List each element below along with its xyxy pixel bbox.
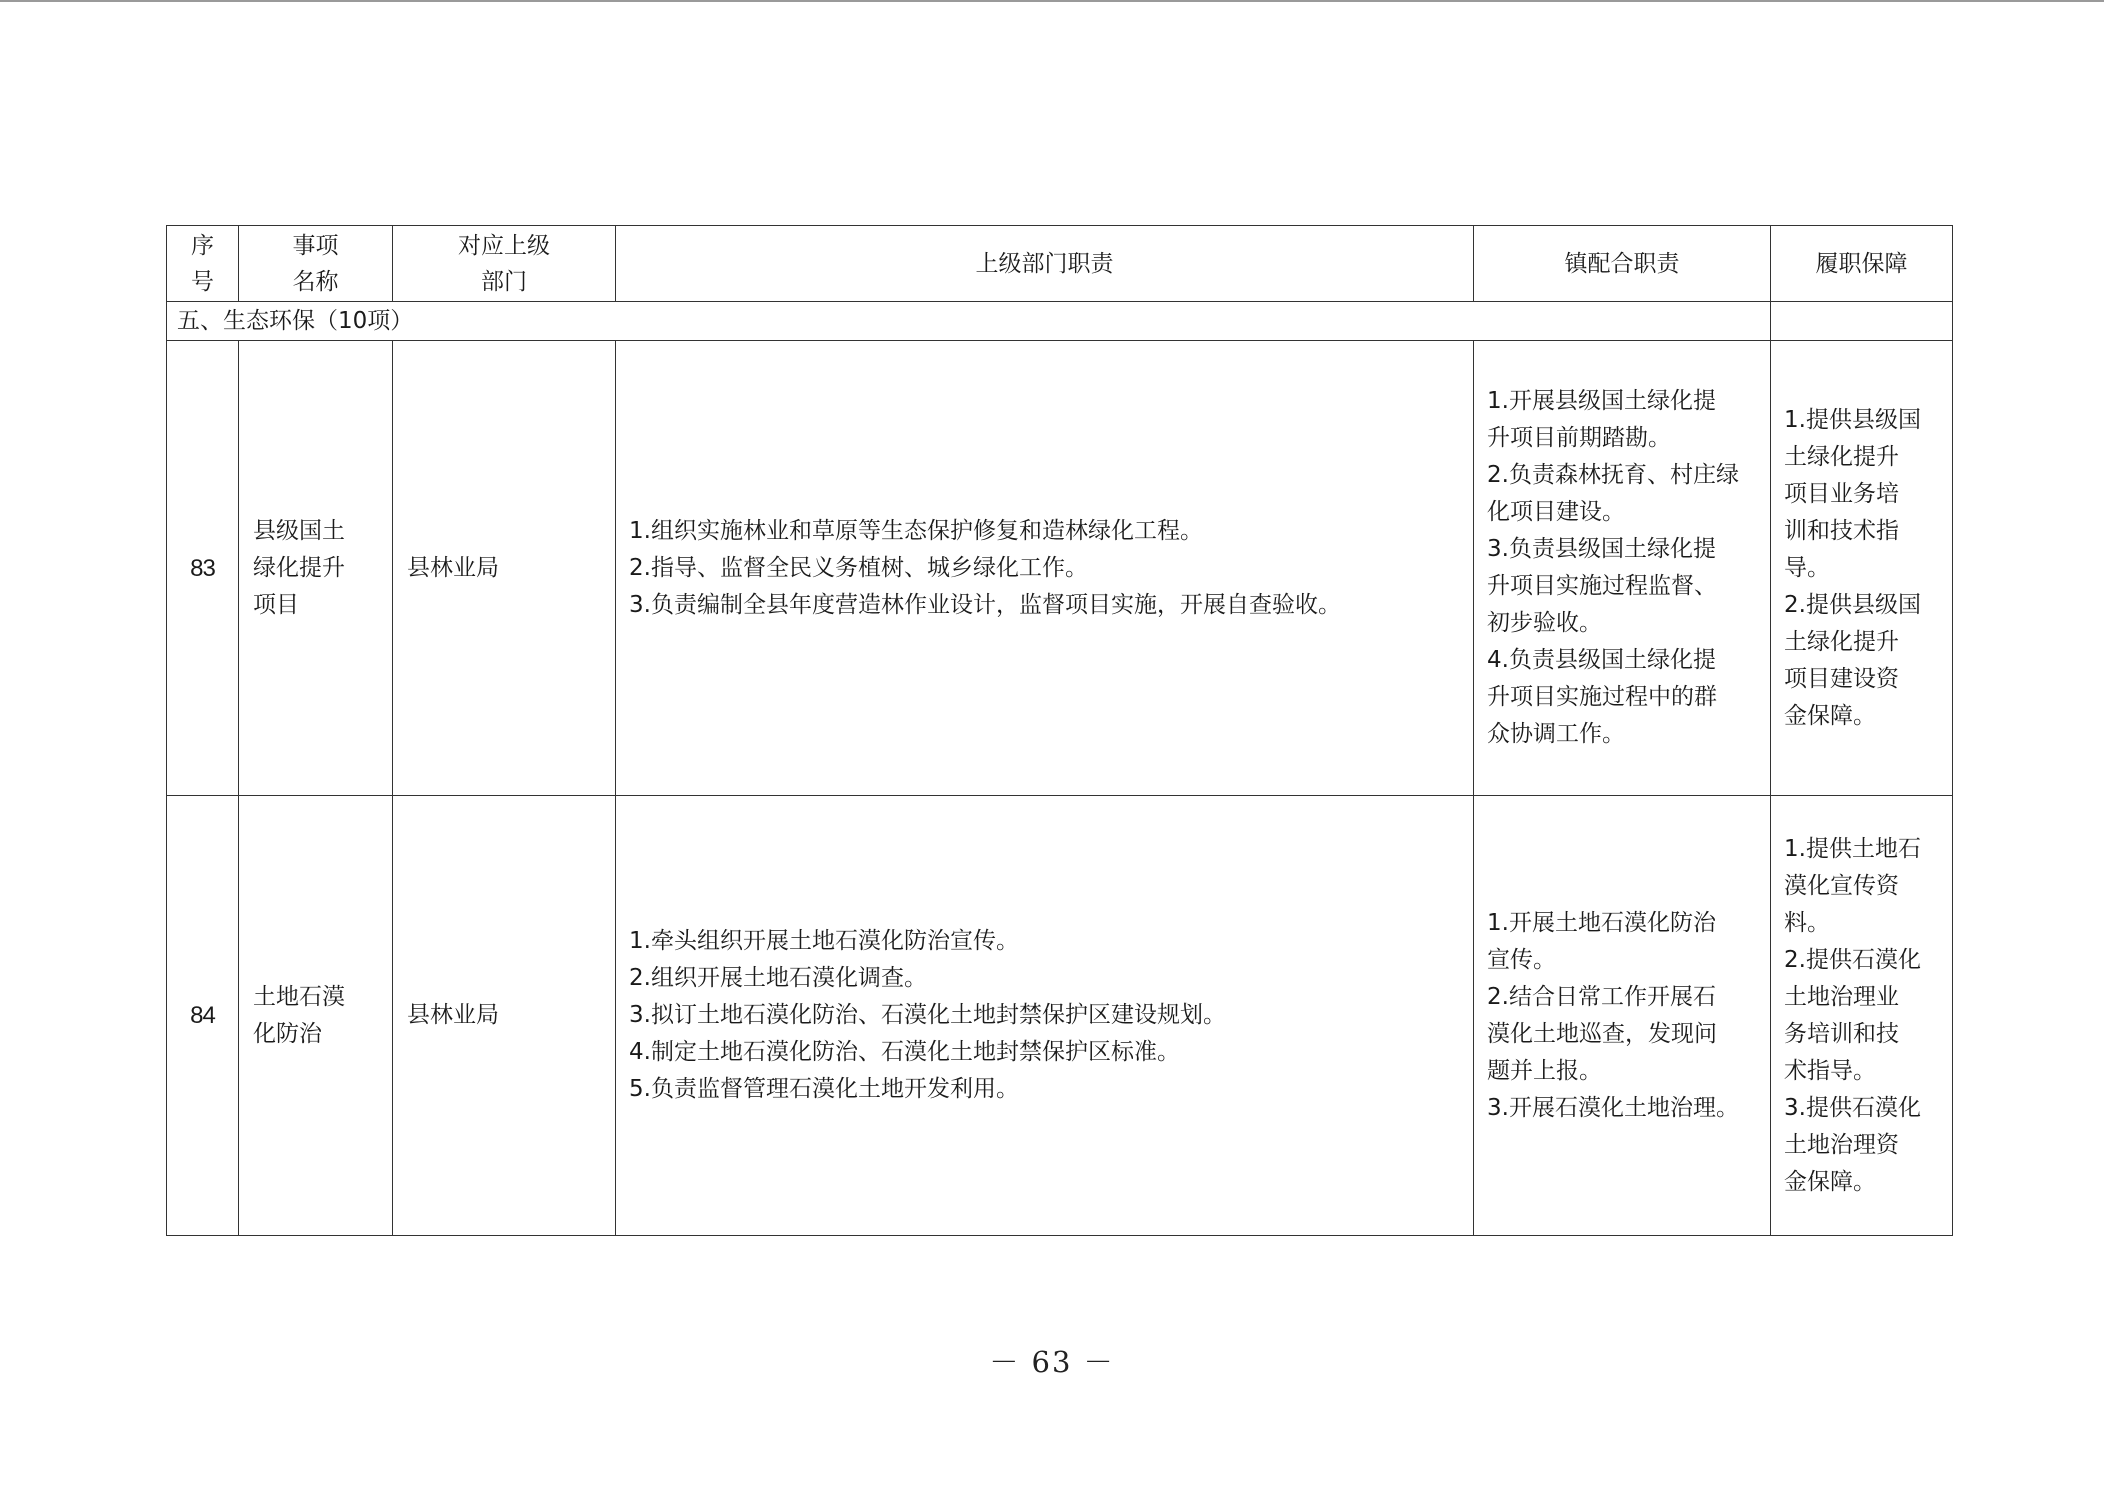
header-seq: 序 号 bbox=[167, 226, 239, 302]
duty-item: 3.拟订土地石漠化防治、石漠化土地封禁保护区建设规划。 bbox=[629, 1002, 1226, 1028]
table-row bbox=[167, 341, 1953, 796]
duty-item: 4.制定土地石漠化防治、石漠化土地封禁保护区标准。 bbox=[629, 1039, 1180, 1065]
duty-item: 2.组织开展土地石漠化调查。 bbox=[629, 965, 927, 991]
top-border-line bbox=[0, 0, 2104, 2]
header-item-name: 事项 名称 bbox=[239, 226, 393, 302]
town-duty-list: 1.开展土地石漠化防治 宣传。 2.结合日常工作开展石 漠化土地巡查，发现问 题并上报。 3.开展石漠化土地治理。 bbox=[1474, 796, 1771, 1236]
duty-item: 2.指导、监督全民义务植树、城乡绿化工作。 bbox=[629, 554, 1088, 581]
page-number: － 63 － bbox=[989, 1345, 1115, 1379]
upper-duty-list bbox=[616, 796, 1474, 1236]
duty-item: 3.负责编制全县年度营造林作业设计，监督项目实施，开展自查验收。 bbox=[629, 591, 1341, 618]
item-name: 县级国土 绿化提升 项目 bbox=[239, 341, 393, 796]
upper-dept: 县林业局 bbox=[393, 796, 616, 1236]
section-row bbox=[167, 302, 1953, 341]
section-empty-cell bbox=[1771, 302, 1953, 341]
duty-table bbox=[166, 225, 1953, 1236]
town-duty-list: 1.开展县级国土绿化提 升项目前期踏勘。 2.负责森林抚育、村庄绿 化项目建设。 3.负责县级国土绿化提 升项目实施过程监督、 初步验收。 4.负责县级国土绿化提 升项目实施过程中的群 众协调工作。 bbox=[1474, 341, 1771, 796]
duty-item: 1.牵头组织开展土地石漠化防治宣传。 bbox=[629, 928, 1019, 954]
header-guarantee: 履职保障 bbox=[1771, 226, 1953, 302]
section-title: 五、生态环保（10项） bbox=[167, 302, 1771, 341]
header-upper-duty: 上级部门职责 bbox=[616, 226, 1474, 302]
guarantee-list: 1.提供县级国 土绿化提升 项目业务培 训和技术指 导。 2.提供县级国 土绿化提升 项目建设资 金保障。 bbox=[1771, 341, 1953, 796]
duty-item: 5.负责监督管理石漠化土地开发利用。 bbox=[629, 1076, 1019, 1102]
upper-dept: 县林业局 bbox=[393, 341, 616, 796]
table-header-row bbox=[167, 226, 1953, 302]
duty-item: 1.组织实施林业和草原等生态保护修复和造林绿化工程。 bbox=[629, 517, 1203, 544]
table-row bbox=[167, 796, 1953, 1236]
header-upper-dept: 对应上级 部门 bbox=[393, 226, 616, 302]
header-town-duty: 镇配合职责 bbox=[1474, 226, 1771, 302]
row-number: 83 bbox=[167, 341, 239, 796]
item-name: 土地石漠 化防治 bbox=[239, 796, 393, 1236]
upper-duty-list bbox=[616, 341, 1474, 796]
guarantee-list: 1.提供土地石 漠化宣传资 料。 2.提供石漠化 土地治理业 务培训和技 术指导。 3.提供石漠化 土地治理资 金保障。 bbox=[1771, 796, 1953, 1236]
row-number: 84 bbox=[167, 796, 239, 1236]
